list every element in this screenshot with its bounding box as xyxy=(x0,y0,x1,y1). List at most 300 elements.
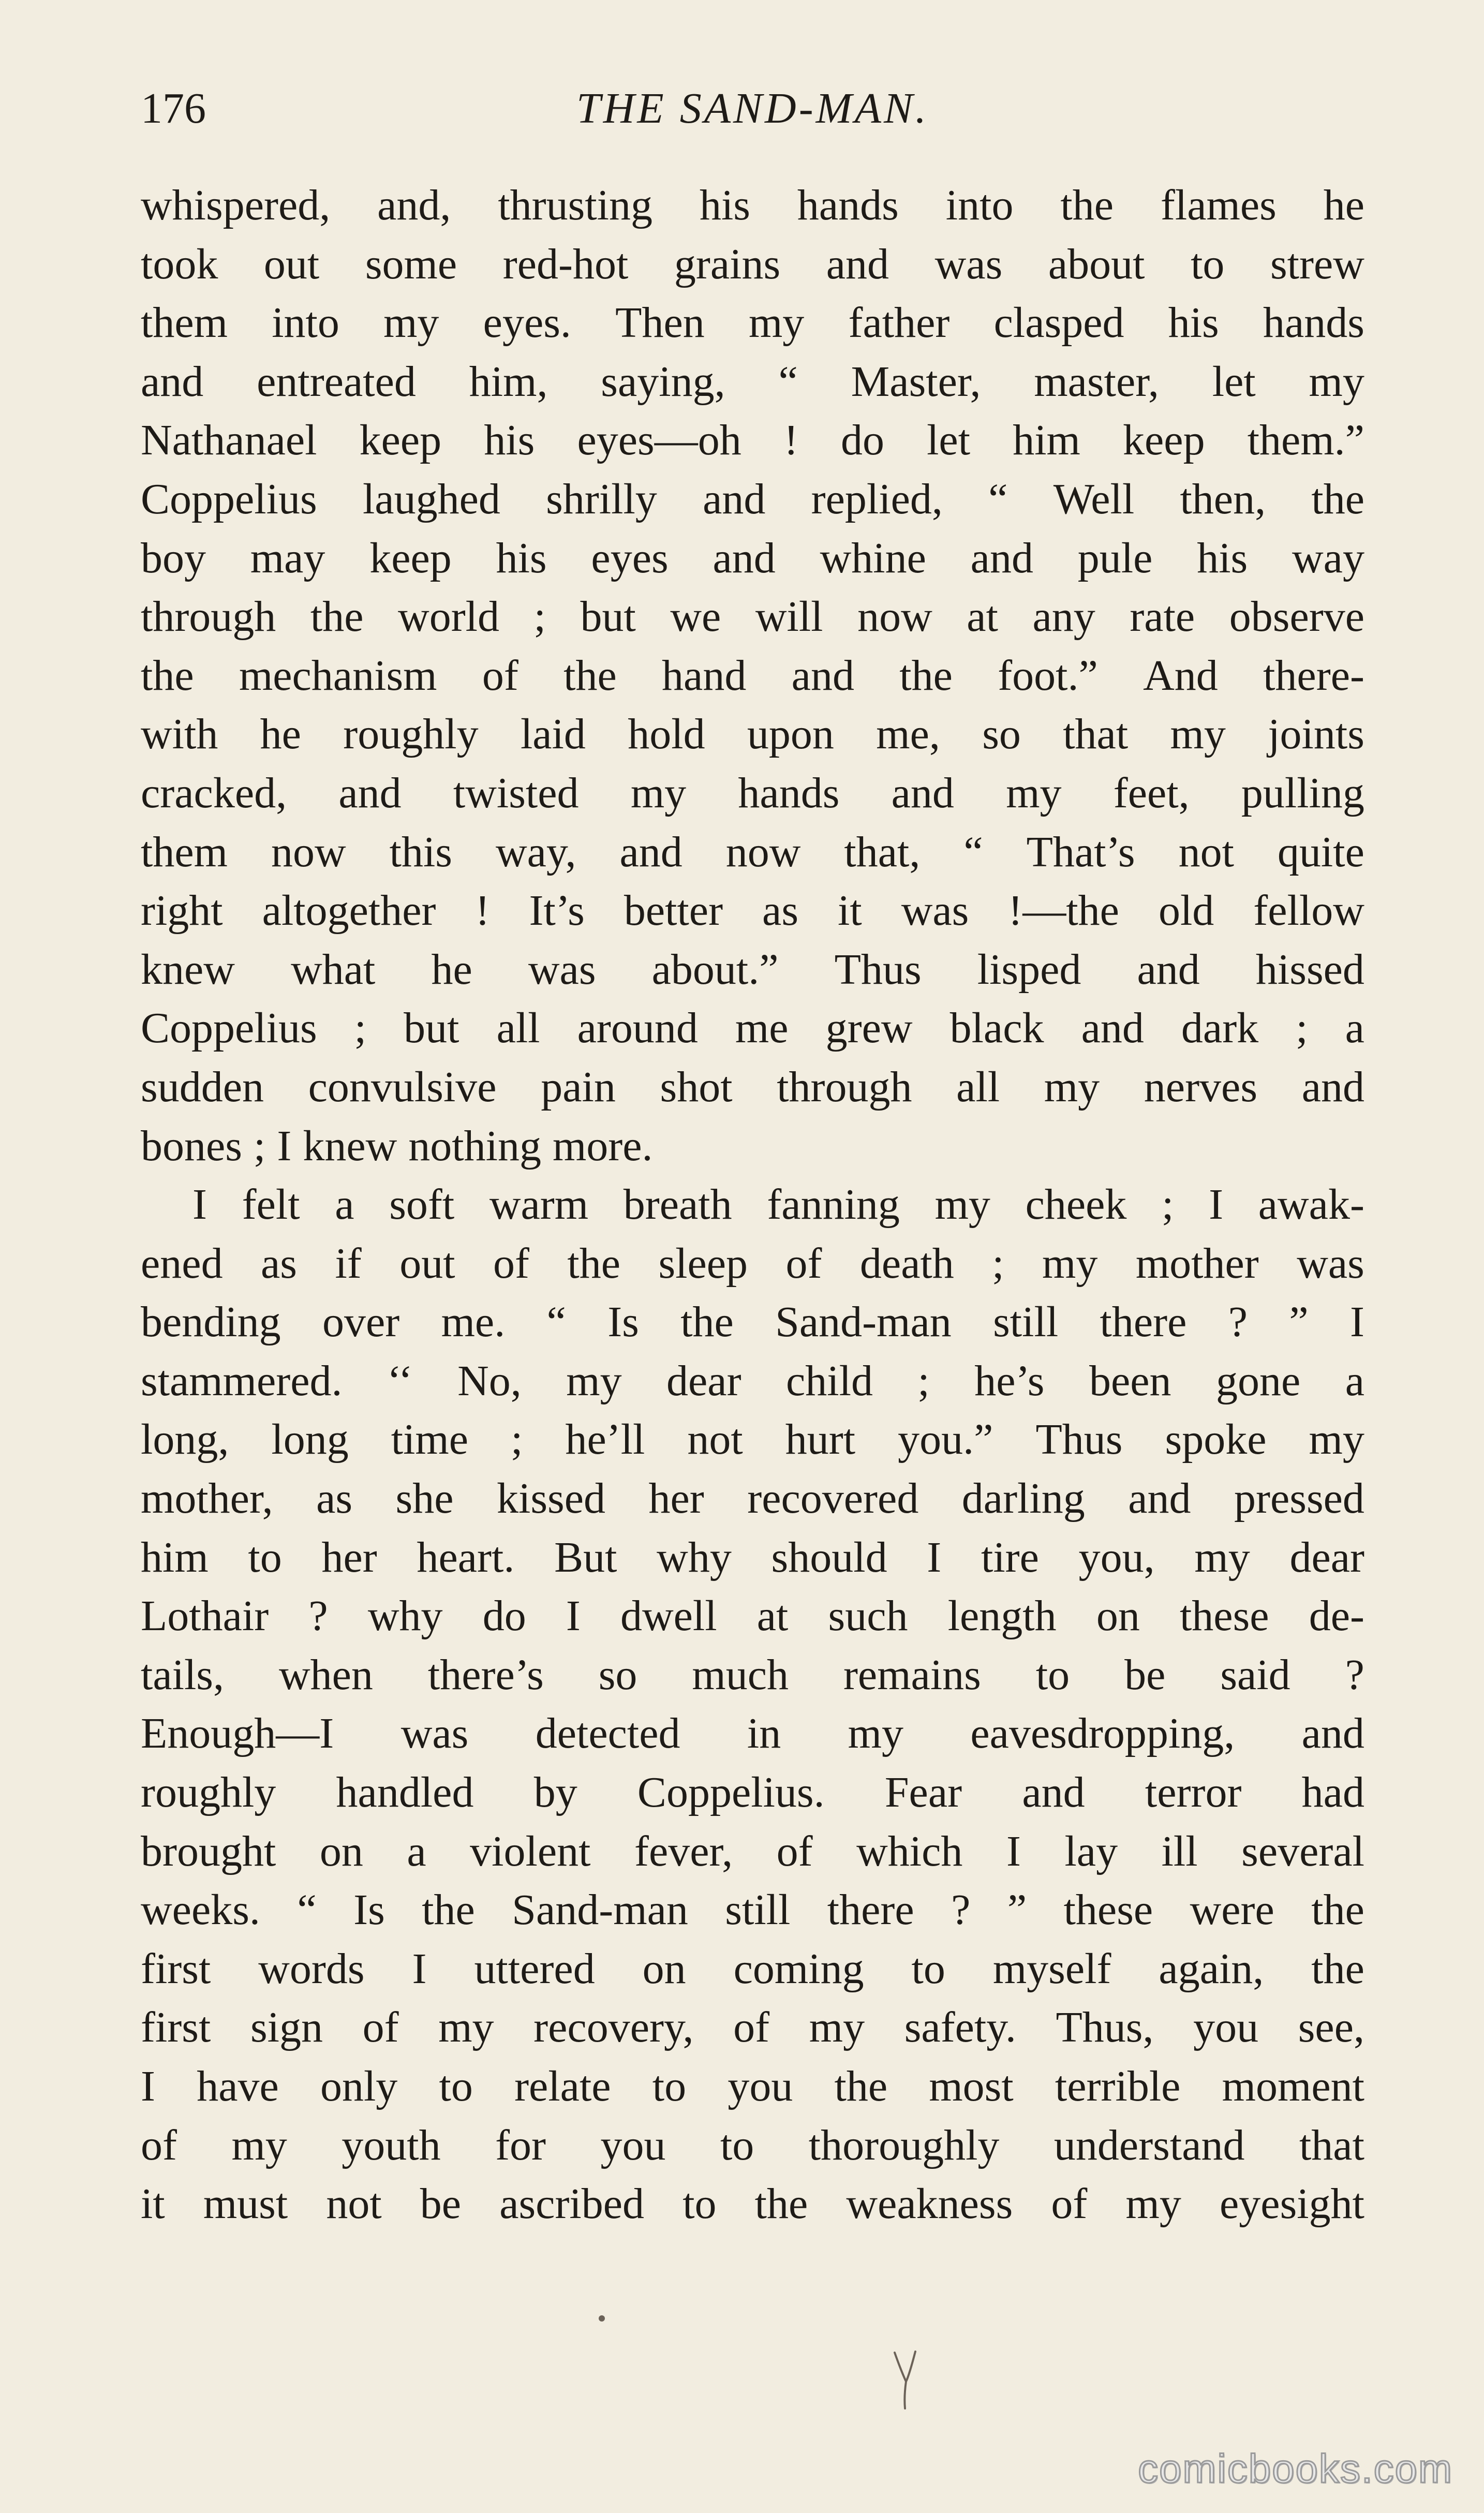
word: now xyxy=(857,593,932,641)
word: if xyxy=(335,1239,362,1288)
text-line xyxy=(141,1763,1364,1822)
word: warm xyxy=(489,1180,589,1229)
word: keep xyxy=(359,416,442,465)
word: “ xyxy=(963,827,983,876)
word: I xyxy=(277,1121,292,1170)
word: ! xyxy=(475,886,490,935)
word: let xyxy=(927,416,971,465)
word: any xyxy=(1032,593,1095,641)
word: my xyxy=(848,1709,903,1758)
word: them xyxy=(141,827,228,876)
text-line xyxy=(141,1117,1364,1176)
word: No, xyxy=(457,1356,522,1405)
word: to xyxy=(248,1533,282,1581)
word: why xyxy=(657,1533,732,1581)
word: I xyxy=(412,1944,427,1993)
word: Sand-man xyxy=(775,1298,952,1347)
text-line xyxy=(141,1704,1364,1763)
word: ; xyxy=(533,593,546,641)
text-line xyxy=(141,823,1364,882)
word: you.” xyxy=(898,1415,993,1464)
word: the xyxy=(899,651,953,700)
word: coming xyxy=(733,1944,864,1993)
word: me xyxy=(735,1004,789,1053)
word: long xyxy=(271,1415,349,1464)
word: nerves xyxy=(1144,1062,1258,1111)
word: the xyxy=(834,2062,888,2110)
word: he’ll xyxy=(565,1415,645,1464)
word: black xyxy=(949,1004,1044,1053)
word: sudden xyxy=(141,1062,264,1111)
word: but xyxy=(580,593,636,641)
watermark: comicbooks.com xyxy=(1138,2446,1453,2491)
word: that xyxy=(1063,710,1129,759)
word: as xyxy=(762,886,799,935)
word: there xyxy=(827,1886,914,1934)
word: terror xyxy=(1145,1768,1242,1817)
word: “ xyxy=(546,1298,566,1347)
word: Coppelius xyxy=(141,475,317,523)
word: first xyxy=(141,2003,211,2052)
word: ? xyxy=(951,1886,971,1934)
word: and xyxy=(1137,945,1200,994)
word: myself xyxy=(992,1944,1111,1993)
paragraph xyxy=(141,1175,1364,2234)
word: ! xyxy=(783,416,798,465)
word: not xyxy=(687,1415,743,1464)
word: handled xyxy=(336,1768,474,1817)
word: child xyxy=(786,1356,873,1405)
word: his xyxy=(1168,299,1219,347)
word: took xyxy=(141,240,218,288)
text-line xyxy=(141,352,1364,411)
word: as xyxy=(261,1239,297,1288)
word: weeks. xyxy=(141,1886,260,1934)
word: foot.” xyxy=(998,651,1098,700)
word: Lothair xyxy=(141,1592,269,1640)
word: Enough—I xyxy=(141,1709,334,1758)
word: recovery, xyxy=(533,2003,694,2052)
word: me, xyxy=(876,710,940,759)
word: replied, xyxy=(811,475,943,523)
text-line xyxy=(141,2057,1364,2116)
word: And xyxy=(1143,651,1218,700)
word: had xyxy=(1301,1768,1364,1817)
word: but xyxy=(404,1004,459,1053)
word: was xyxy=(901,886,969,935)
word: ? xyxy=(1228,1298,1248,1347)
word: by xyxy=(533,1768,577,1817)
word: do xyxy=(840,416,884,465)
word: darling xyxy=(961,1474,1085,1523)
pencil-mark-icon xyxy=(893,2349,918,2412)
word: the xyxy=(310,593,364,641)
word: ; xyxy=(992,1239,1004,1288)
word: to xyxy=(1191,240,1225,288)
word: several xyxy=(1241,1827,1364,1875)
word: have xyxy=(197,2062,279,2110)
word: the xyxy=(422,1886,475,1934)
word: clasped xyxy=(993,299,1124,347)
word: mechanism xyxy=(239,651,437,700)
word: let xyxy=(1212,357,1256,406)
word: the xyxy=(1311,1944,1364,1993)
word: ? xyxy=(308,1592,328,1640)
word: shrilly xyxy=(546,475,657,523)
word: see, xyxy=(1298,2003,1364,2052)
word: keep xyxy=(1123,416,1205,465)
word: “ xyxy=(988,475,1008,523)
word: and xyxy=(619,827,682,876)
word: “ xyxy=(778,357,798,406)
word: spoke xyxy=(1165,1415,1267,1464)
word: now xyxy=(725,827,801,876)
word: when xyxy=(278,1650,373,1699)
word: my xyxy=(438,2003,494,2052)
word: !—the xyxy=(1008,886,1119,935)
word: heart. xyxy=(417,1533,515,1581)
word: my xyxy=(809,2003,865,2052)
word: must xyxy=(203,2180,288,2228)
word: my xyxy=(748,299,805,347)
word: his xyxy=(1197,534,1248,582)
word: Coppelius. xyxy=(637,1768,825,1817)
word: hurt xyxy=(785,1415,856,1464)
word: whine xyxy=(820,534,926,582)
word: fanning xyxy=(767,1180,900,1229)
word: detected xyxy=(535,1709,680,1758)
word: Is xyxy=(353,1886,385,1934)
word: stammered. xyxy=(141,1356,343,1405)
word: But xyxy=(554,1533,617,1581)
word: not xyxy=(326,2180,382,2228)
word: tire xyxy=(981,1533,1039,1581)
text-line xyxy=(141,999,1364,1058)
word: felt xyxy=(242,1180,300,1229)
word: my xyxy=(383,299,439,347)
word: ‘‘ xyxy=(387,1356,413,1405)
word: she xyxy=(395,1474,454,1523)
word: feet, xyxy=(1113,768,1190,817)
word: ; xyxy=(354,1004,367,1053)
word: hissed xyxy=(1255,945,1364,994)
word: into xyxy=(945,181,1014,229)
word: of xyxy=(785,1239,822,1288)
word: safety. xyxy=(904,2003,1016,2052)
word: lisped xyxy=(977,945,1081,994)
word: to xyxy=(1035,1650,1070,1699)
word: my xyxy=(1309,1415,1364,1464)
word: I xyxy=(566,1592,581,1640)
text-line xyxy=(141,2175,1364,2234)
word: about xyxy=(1048,240,1145,288)
word: ; xyxy=(917,1356,930,1405)
word: so xyxy=(982,710,1021,759)
word: now xyxy=(271,827,346,876)
word: with xyxy=(141,710,218,759)
word: on xyxy=(319,1827,363,1875)
word: way, xyxy=(495,827,576,876)
text-line xyxy=(141,235,1364,294)
word: right xyxy=(141,886,223,935)
word: observe xyxy=(1229,593,1364,641)
word: kissed xyxy=(497,1474,605,1523)
word: tails, xyxy=(141,1650,224,1699)
word: then, xyxy=(1180,475,1266,523)
word: lay xyxy=(1064,1827,1118,1875)
word: Thus xyxy=(1035,1415,1123,1464)
word: and, xyxy=(377,181,451,229)
word: my xyxy=(630,768,687,817)
word: sleep xyxy=(658,1239,748,1288)
word: and xyxy=(703,475,766,523)
word: and xyxy=(338,768,402,817)
word: it xyxy=(141,2180,165,2228)
word: my xyxy=(1125,2180,1181,2228)
word: red-hot xyxy=(502,240,629,288)
word: her xyxy=(321,1533,377,1581)
word: understand xyxy=(1053,2121,1245,2169)
word: him, xyxy=(469,357,548,406)
word: time xyxy=(391,1415,469,1464)
word: and xyxy=(1128,1474,1191,1523)
word: the xyxy=(141,651,194,700)
word: my xyxy=(934,1180,990,1229)
word: there xyxy=(1100,1298,1187,1347)
word: youth xyxy=(342,2121,441,2169)
word: only xyxy=(320,2062,398,2110)
word: mother xyxy=(1135,1239,1259,1288)
word: of xyxy=(733,2003,770,2052)
word: the xyxy=(1311,475,1364,523)
word: been xyxy=(1089,1356,1171,1405)
word: do xyxy=(482,1592,526,1640)
word: was xyxy=(400,1709,469,1758)
word: dwell xyxy=(620,1592,717,1640)
text-line xyxy=(141,940,1364,999)
word: was xyxy=(1297,1239,1364,1288)
word: laid xyxy=(520,710,586,759)
word: relate xyxy=(514,2062,611,2110)
word: moment xyxy=(1222,2062,1364,2110)
word: I xyxy=(192,1180,207,1229)
word: rate xyxy=(1130,593,1195,641)
word: altogether xyxy=(262,886,436,935)
word: out xyxy=(399,1239,455,1288)
word: the xyxy=(1060,181,1114,229)
word: terrible xyxy=(1055,2062,1181,2110)
word: over xyxy=(322,1298,400,1347)
word: I xyxy=(1209,1180,1224,1229)
word: Then xyxy=(615,299,705,347)
word: death xyxy=(859,1239,954,1288)
word: thrusting xyxy=(498,181,653,229)
word: which xyxy=(856,1827,963,1875)
word: remains xyxy=(843,1650,981,1699)
text-line xyxy=(141,1822,1364,1881)
word: of xyxy=(141,2121,177,2169)
word: on xyxy=(1096,1592,1140,1640)
text-line xyxy=(141,1469,1364,1528)
page-header xyxy=(141,78,1364,140)
word: grains xyxy=(674,240,781,288)
text-line xyxy=(141,1998,1364,2057)
word: in xyxy=(747,1709,781,1758)
word: all xyxy=(956,1062,1000,1111)
word: his xyxy=(496,534,547,582)
word: and xyxy=(1301,1062,1364,1111)
word: be xyxy=(420,2180,462,2228)
running-title: THE SAND-MAN. xyxy=(576,84,929,132)
word: and xyxy=(791,651,854,700)
word: still xyxy=(993,1298,1059,1347)
word: Coppelius xyxy=(141,1004,317,1053)
word: bones xyxy=(141,1121,242,1170)
word: weakness xyxy=(846,2180,1013,2228)
word: of xyxy=(482,651,518,700)
word: that, xyxy=(844,827,921,876)
word: ascribed xyxy=(499,2180,645,2228)
word: such xyxy=(828,1592,908,1640)
word: through xyxy=(777,1062,912,1111)
word: a xyxy=(335,1180,354,1229)
word: pain xyxy=(541,1062,616,1111)
word: was xyxy=(934,240,1003,288)
word: dear xyxy=(1289,1533,1364,1581)
word: Sand-man xyxy=(512,1886,688,1934)
word: the xyxy=(680,1298,734,1347)
word: about.” xyxy=(651,945,779,994)
word: through xyxy=(141,593,276,641)
word: first xyxy=(141,1944,211,1993)
word: ; xyxy=(1296,1004,1308,1053)
word: and xyxy=(1081,1004,1144,1053)
text-line xyxy=(141,1352,1364,1411)
word: my xyxy=(1042,1239,1098,1288)
word: his xyxy=(484,416,535,465)
word: his xyxy=(699,181,750,229)
word: gone xyxy=(1215,1356,1301,1405)
word: roughly xyxy=(343,710,479,759)
word: again, xyxy=(1159,1944,1264,1993)
word: out xyxy=(263,240,320,288)
word: bending xyxy=(141,1298,281,1347)
text-line xyxy=(141,1058,1364,1117)
text-line xyxy=(141,1881,1364,1940)
word: whispered, xyxy=(141,181,331,229)
word: boy xyxy=(141,534,206,582)
word: he xyxy=(1323,181,1364,229)
word: why xyxy=(367,1592,443,1640)
text-line xyxy=(141,470,1364,529)
word: That’s xyxy=(1026,827,1135,876)
word: my xyxy=(566,1356,622,1405)
word: It’s xyxy=(529,886,585,935)
word: ; xyxy=(511,1415,523,1464)
word: and xyxy=(141,357,204,406)
word: Thus, xyxy=(1056,2003,1154,2052)
word: Fear xyxy=(884,1768,962,1817)
text-line xyxy=(141,1293,1364,1352)
word: these xyxy=(1063,1886,1153,1934)
text-line xyxy=(141,881,1364,940)
word: of xyxy=(1051,2180,1088,2228)
word: as xyxy=(316,1474,353,1523)
word: you xyxy=(600,2121,666,2169)
text-line xyxy=(141,411,1364,470)
text-line xyxy=(141,1528,1364,1587)
word: eavesdropping, xyxy=(970,1709,1235,1758)
word: not xyxy=(1178,827,1234,876)
word: to xyxy=(682,2180,717,2228)
word: and xyxy=(1022,1768,1085,1817)
word: all xyxy=(496,1004,540,1053)
word: of xyxy=(493,1239,529,1288)
word: of xyxy=(776,1827,813,1875)
word: you xyxy=(728,2062,793,2110)
word: more. xyxy=(552,1121,653,1170)
word: he xyxy=(431,945,472,994)
word: father xyxy=(848,299,950,347)
word: ” xyxy=(1289,1298,1309,1347)
word: entreated xyxy=(257,357,416,406)
word: will xyxy=(755,593,823,641)
body-text xyxy=(141,176,1364,2234)
word: and xyxy=(713,534,776,582)
word: Thus xyxy=(834,945,922,994)
word: some xyxy=(365,240,457,288)
word: to xyxy=(720,2121,754,2169)
word: hands xyxy=(738,768,840,817)
word: at xyxy=(967,593,998,641)
word: pressed xyxy=(1234,1474,1364,1523)
word: hands xyxy=(1263,299,1364,347)
text-line xyxy=(141,1646,1364,1705)
paragraph xyxy=(141,176,1364,1175)
word: you xyxy=(1193,2003,1259,2052)
word: her xyxy=(648,1474,704,1523)
word: my xyxy=(1006,768,1062,817)
word: on xyxy=(642,1944,686,1993)
word: violent xyxy=(470,1827,591,1875)
word: dear xyxy=(666,1356,741,1405)
text-line xyxy=(141,1587,1364,1646)
word: grew xyxy=(825,1004,913,1053)
word: uttered xyxy=(474,1944,595,1993)
word: convulsive xyxy=(308,1062,497,1111)
word: master, xyxy=(1034,357,1159,406)
word: them xyxy=(141,299,228,347)
word: dark xyxy=(1181,1004,1259,1053)
word: most xyxy=(929,2062,1014,2110)
word: into xyxy=(272,299,339,347)
word: cheek xyxy=(1025,1180,1127,1229)
word: said xyxy=(1220,1650,1290,1699)
text-line xyxy=(141,646,1364,705)
word: my xyxy=(1194,1533,1250,1581)
word: hand xyxy=(662,651,747,700)
word: he’s xyxy=(974,1356,1045,1405)
word: the xyxy=(1311,1886,1364,1934)
word: of xyxy=(362,2003,399,2052)
text-line xyxy=(141,705,1364,764)
word: much xyxy=(692,1650,789,1699)
word: and xyxy=(826,240,889,288)
text-line xyxy=(141,1234,1364,1293)
word: world xyxy=(398,593,500,641)
word: twisted xyxy=(453,768,579,817)
word: a xyxy=(1345,1356,1364,1405)
